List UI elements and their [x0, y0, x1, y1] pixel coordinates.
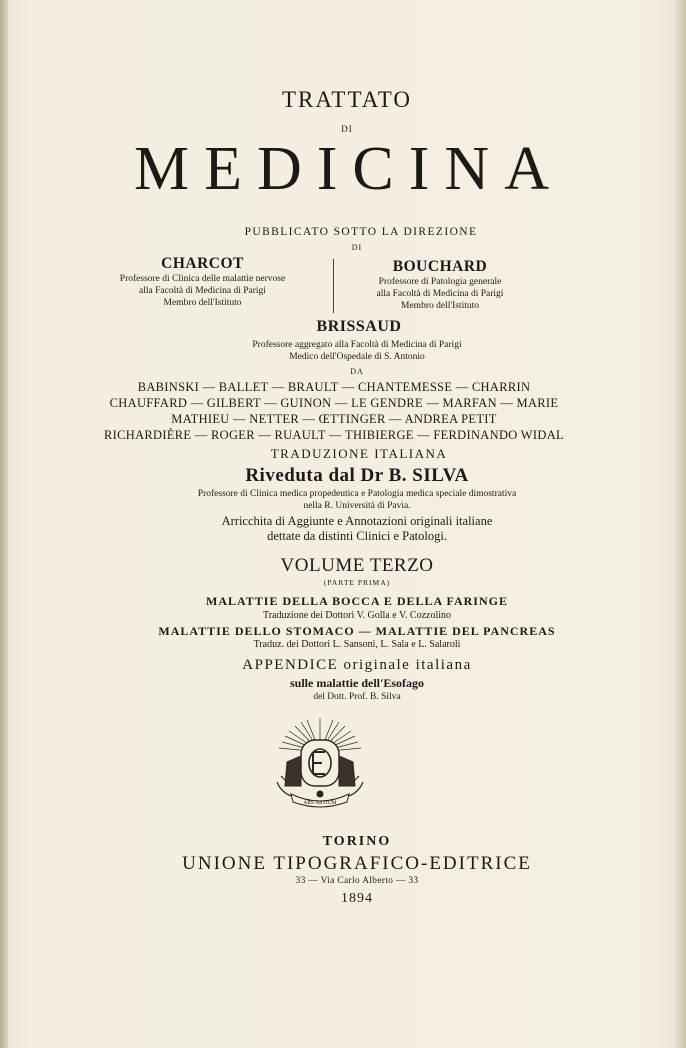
appendix-title: APPENDICE originale italiana: [242, 657, 472, 673]
main-title: MEDICINA: [134, 135, 564, 203]
director-line: Professore di Patologia generale: [378, 277, 502, 287]
appendix-author: del Dott. Prof. B. Silva: [313, 692, 401, 702]
section-2-translators: Traduz. dei Dottori L. Sansoni, L. Sala e L. Salaroli: [253, 639, 461, 650]
imprint-city: TORINO: [322, 834, 392, 849]
authors-line: CHAUFFARD — GILBERT — GUINON — LE GENDRE — MARFAN — MARIE: [109, 396, 559, 410]
director-line: Professore di Clinica delle malattie nervose: [119, 274, 286, 284]
title-line-1: TRATTATO: [281, 87, 412, 112]
imprint-publisher: UNIONE TIPOGRAFICO-EDITRICE: [182, 853, 532, 874]
volume-title: VOLUME TERZO: [280, 555, 434, 576]
title-di: DI: [341, 124, 353, 134]
section-1-translators: Traduzione dei Dottori V. Golla e V. Cozzolino: [262, 610, 452, 621]
enriched-note: [14, 514, 686, 544]
enriched-line: dettate da distinti Clinici e Patologi.: [267, 529, 447, 543]
director-line: Medico dell'Ospedale di S. Antonio: [289, 352, 425, 362]
director-line: Membro dell'Istituto: [163, 298, 242, 308]
reviewer-line: Professore di Clinica medica propedeutica e Patologia medica speciale dimostrativa: [197, 489, 517, 499]
authors-da: DA: [350, 367, 364, 376]
director-brissaud-details: [14, 339, 686, 363]
authors-line: MATHIEU — NETTER — ŒTTINGER — ANDREA PETIT: [171, 412, 497, 426]
director-line: alla Facoltà di Medicina di Parigi: [139, 286, 266, 296]
authors-line: BABINSKI — BALLET — BRAULT — CHANTEMESSE — CHARRIN: [137, 380, 531, 394]
authors-line: RICHARDIÈRE — ROGER — RUAULT — THIBIERGE — FERDINANDO WIDAL: [104, 428, 564, 442]
volume-part: (PARTE PRIMA): [323, 578, 391, 587]
director-name: BOUCHARD: [392, 258, 488, 275]
imprint-year: 1894: [341, 891, 373, 906]
director-line: Professore aggregato alla Facoltà di Medicina di Parigi: [252, 340, 462, 350]
emblem-motto: ARS ARTIUM: [303, 800, 337, 806]
section-1-title: MALATTIE DELLA BOCCA E DELLA FARINGE: [206, 594, 508, 608]
reviewed-by: Riveduta dal Dr B. SILVA: [245, 465, 469, 486]
director-line: alla Facoltà di Medicina di Parigi: [376, 289, 504, 299]
published-under-direction: PUBBLICATO SOTTO LA DIREZIONE: [244, 226, 478, 238]
publisher-emblem-icon: [267, 712, 373, 812]
director-line: Membro dell'Istituto: [401, 301, 479, 311]
column-divider: [333, 259, 334, 313]
director-name: CHARCOT: [161, 255, 244, 272]
reviewer-line: nella R. Università di Pavia.: [303, 501, 411, 511]
translation-heading: TRADUZIONE ITALIANA: [270, 446, 448, 461]
director-bouchard: [340, 258, 540, 312]
enriched-line: Arricchita di Aggiunte e Annotazioni originali italiane: [221, 514, 493, 528]
direction-di: DI: [351, 243, 363, 252]
director-charcot: [110, 255, 295, 309]
reviewer-details: [14, 488, 686, 512]
section-2-title: MALATTIE DELLO STOMACO — MALATTIE DEL PANCREAS: [158, 624, 556, 638]
director-brissaud-name: BRISSAUD: [316, 318, 402, 335]
appendix-subtitle: sulle malattie dell'Esofago: [290, 676, 424, 690]
imprint-address: 33 — Via Carlo Alberto — 33: [295, 876, 419, 886]
authors-list: [64, 379, 604, 443]
